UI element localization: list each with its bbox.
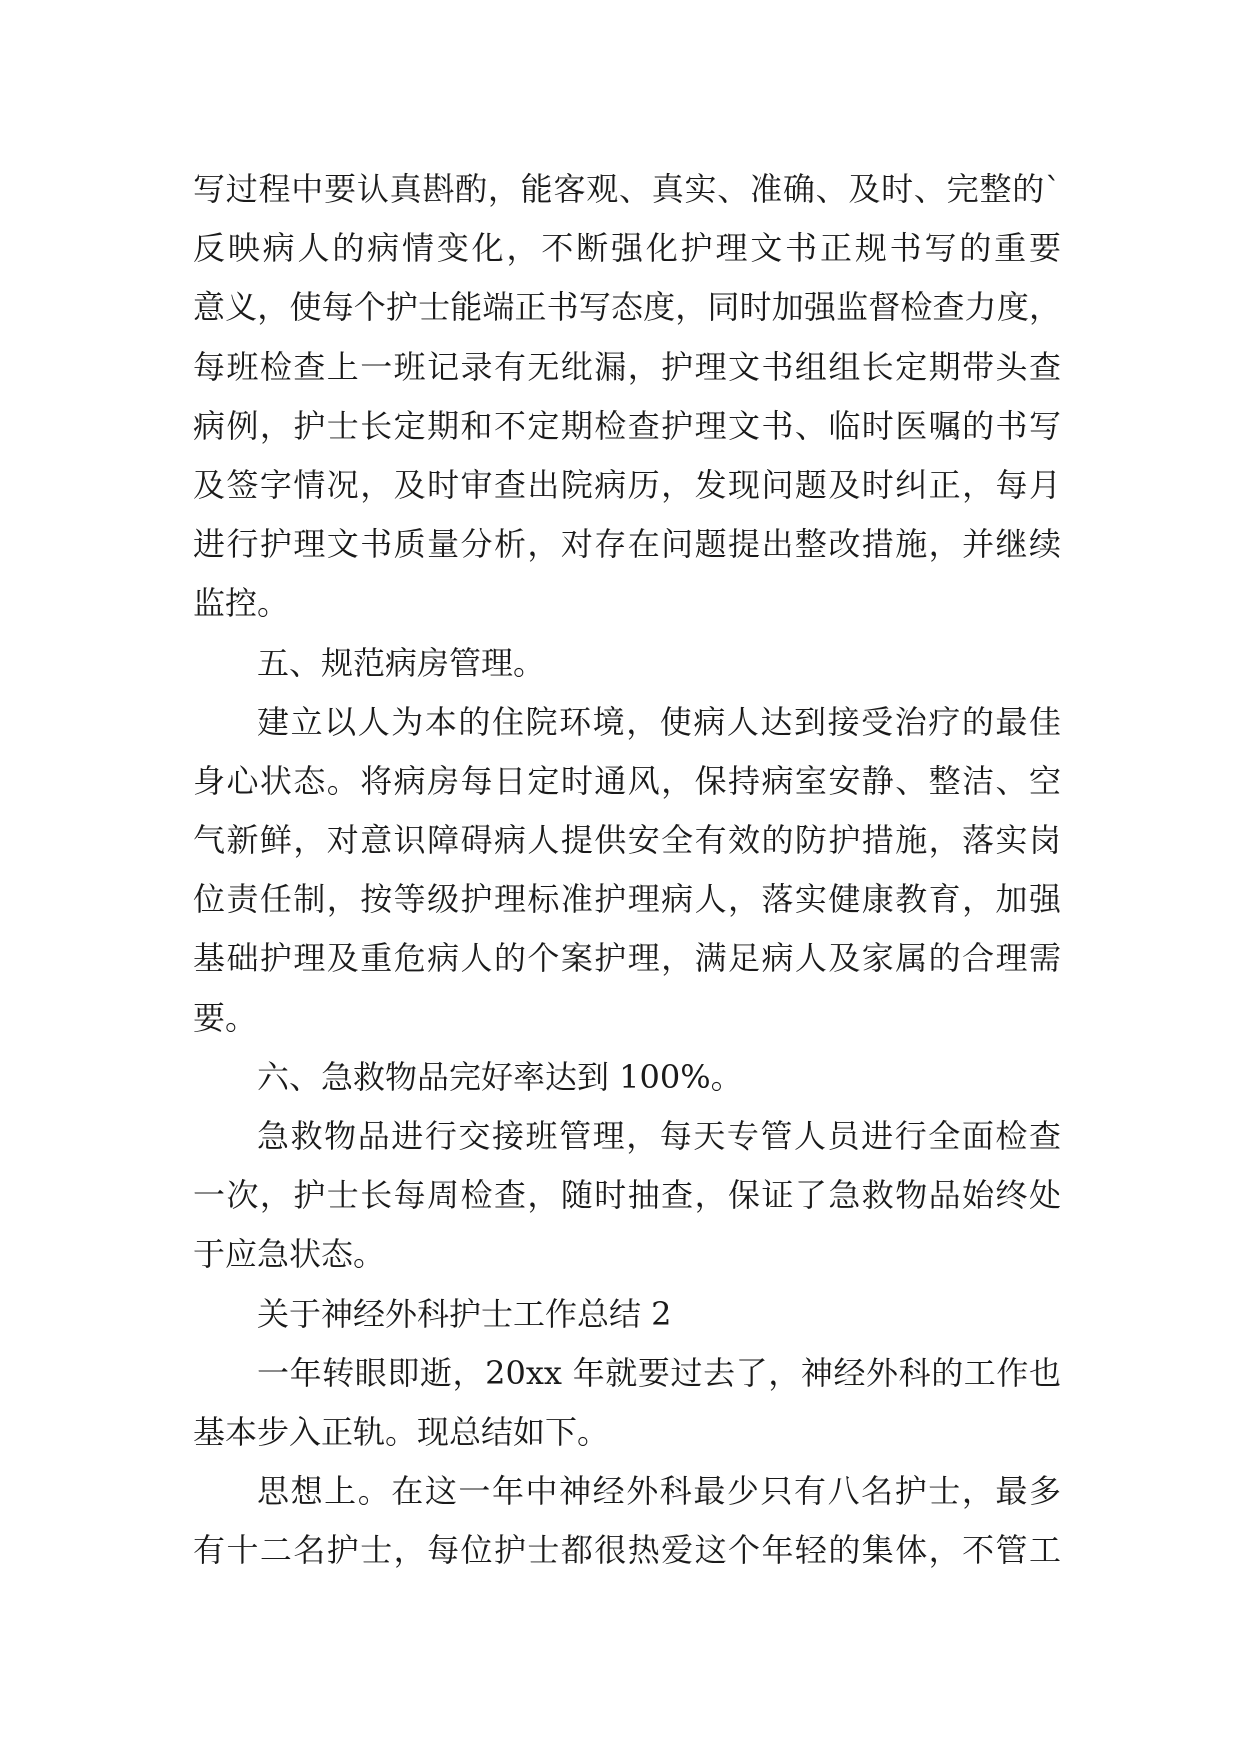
text-line: 及签字情况，及时审查出院病历，发现问题及时纠正，每月 <box>193 465 1061 504</box>
text-line: 位责任制，按等级护理标准护理病人，落实健康教育，加强 <box>193 880 1061 919</box>
text-line: 气新鲜，对意识障碍病人提供安全有效的防护措施，落实岗 <box>193 821 1061 860</box>
text-line: 一次，护士长每周检查，随时抽查，保证了急救物品始终处 <box>193 1176 1061 1215</box>
text-line: 基础护理及重危病人的个案护理，满足病人及家属的合理需 <box>193 939 1061 978</box>
text-line: 身心状态。将病房每日定时通风，保持病室安静、整洁、空 <box>193 761 1061 800</box>
text-line: 于应急状态。 <box>193 1235 386 1274</box>
text-line: 五、规范病房管理。 <box>257 643 546 682</box>
text-line: 有十二名护士，每位护士都很热爱这个年轻的集体，不管工 <box>193 1531 1061 1570</box>
text-line: 要。 <box>193 998 258 1037</box>
text-line: 基本步入正轨。现总结如下。 <box>193 1412 610 1451</box>
text-line: 病例，护士长定期和不定期检查护理文书、临时医嘱的书写 <box>193 406 1061 445</box>
document-body <box>193 160 1061 1581</box>
text-line: 一年转眼即逝，20xx 年就要过去了，神经外科的工作也 <box>257 1353 1061 1392</box>
text-line: 反映病人的病情变化，不断强化护理文书正规书写的重要 <box>193 229 1061 268</box>
text-line: 思想上。在这一年中神经外科最少只有八名护士，最多 <box>257 1472 1061 1511</box>
text-line: 写过程中要认真斟酌，能客观、真实、准确、及时、完整的` <box>193 170 1061 208</box>
text-line: 进行护理文书质量分析，对存在问题提出整改措施，并继续 <box>193 525 1061 564</box>
text-line: 急救物品进行交接班管理，每天专管人员进行全面检查 <box>257 1117 1061 1155</box>
text-line: 每班检查上一班记录有无纰漏，护理文书组组长定期带头查 <box>193 347 1061 386</box>
text-line: 监控。 <box>193 584 290 623</box>
text-line: 六、急救物品完好率达到 100%。 <box>257 1057 743 1096</box>
text-line: 意义，使每个护士能端正书写态度，同时加强监督检查力度， <box>193 288 1061 327</box>
text-line: 建立以人为本的住院环境，使病人达到接受治疗的最佳 <box>257 702 1061 741</box>
text-line: 关于神经外科护士工作总结 2 <box>257 1294 672 1333</box>
